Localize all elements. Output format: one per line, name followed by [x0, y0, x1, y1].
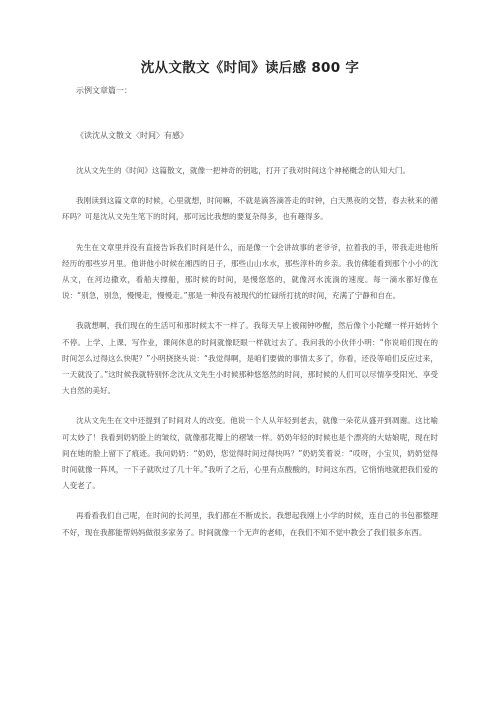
paragraph-1: 沈从文先生的《时间》这篇散文，就像一把神奇的钥匙，打开了我对时间这个神秘概念的认知大门。: [76, 166, 411, 175]
paragraph-6: 再看看我们自己呢，在时间的长河里，我们都在不断成长。我想起我刚上小学的时候，连自己的书包都整理不好，现在我都能帮妈妈做很多家务了。时间就像一个无声的老师，在我们不知不觉中教会了我们很多东西。: [62, 511, 438, 537]
essay-heading: 《读沈从文散文〈时间〉有感》: [76, 131, 188, 140]
paragraph-4: 我就想啊，我们现在的生活可和那时候太不一样了。我每天早上被闹钟吵醒，然后像个小陀螺一样开始转个不停。上学、上课、写作业，课间休息的时间就像眨眼一样就过去了。我问我的小伙伴小明：“你说咱们现在的时间怎么过得这么快呢？”小明挠挠头说：“我觉得啊，是咱们要做的事情太多了，你看，还没等咱们反应过来，一天就没了。”这时候我就特别怀念沈从文先生小时候那种悠悠然的时间，那时候的人们可以尽情享受阳光、享受大自然的美好。: [62, 321, 438, 396]
paragraph-3: 先生在文章里并没有直接告诉我们时间是什么，而是像一个会讲故事的老爷爷，拉着我的手，带我走进他所经历的那些岁月里。他讲他小时候在湘西的日子，那些山山水水，那些淳朴的乡亲。我仿佛能看到那个小小的沈从文，在河边撒欢，看船夫撑船，那时候的时间，是慢悠悠的，就像河水流淌的速度。每一滴水都好像在说：“别急，别急，慢慢走，慢慢走。”那是一种没有被现代的忙碌所打扰的时间，充满了宁静和自在。: [62, 242, 438, 301]
paragraph-5: 沈从文先生在文中还提到了时间对人的改变。他说一个人从年轻到老去，就像一朵花从盛开到凋谢。这比喻可太妙了！我看到奶奶脸上的皱纹，就像那花瓣上的褶皱一样。奶奶年轻的时候也是个漂亮的大姑娘呢，现在时间在她的脸上留下了痕迹。我问奶奶：“奶奶，您觉得时间过得快吗？”奶奶笑着说：“哎呀，小宝贝，奶奶觉得时间就像一阵风，一下子就吹过了几十年。”我听了之后，心里有点酸酸的，时间这东西，它悄悄地就把我们爱的人变老了。: [62, 416, 438, 491]
document-subtitle: 示例文章篇一：: [76, 86, 132, 95]
paragraph-2: 我刚读到这篇文章的时候，心里就想，时间嘛，不就是滴答滴答走的时钟，白天黑夜的交替，春去秋来的循环吗？可是沈从文先生笔下的时间，那可远比我想的要复杂得多，也有趣得多。: [62, 196, 438, 222]
document-title: 沈从文散文《时间》读后感 800 字: [140, 60, 360, 76]
